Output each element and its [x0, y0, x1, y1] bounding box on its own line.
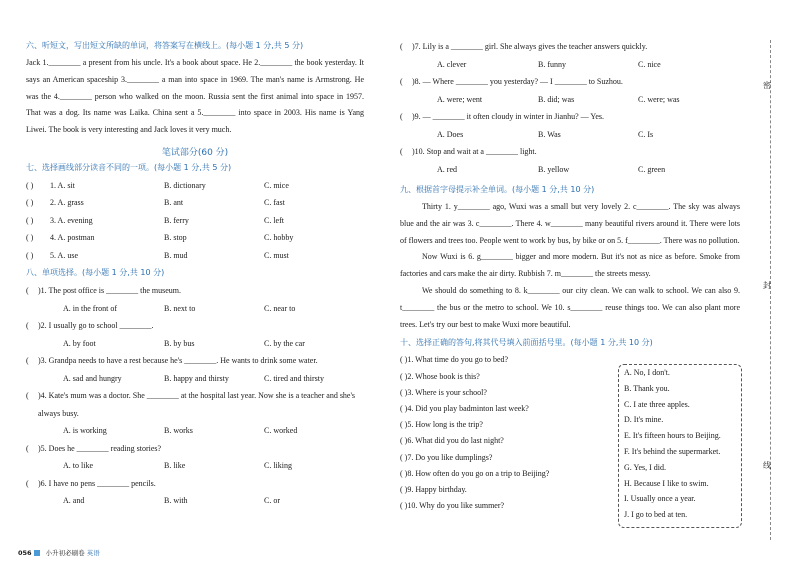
dialogue-question: ( )8. How often do you go on a trip to Beijing? — [400, 468, 550, 478]
answer-bracket: ( — [26, 391, 29, 401]
phonics-option-a: 2. A. grass — [50, 198, 84, 208]
phonics-option-c: C. fast — [264, 198, 285, 208]
question-text: )9. — ________ it often cloudy in winter in Jianhu? — Yes. — [412, 112, 604, 121]
phonics-item — [26, 194, 364, 212]
phonics-option-c: C. mice — [264, 180, 289, 190]
mc-options — [26, 422, 364, 440]
question-text: )7. Lily is a ________ girl. She always gives the teacher answers quickly. — [412, 42, 648, 51]
mc-question — [26, 282, 364, 300]
option-a: A. red — [437, 164, 457, 174]
answer-bracket: ( ) — [26, 250, 34, 260]
phonics-option-b: B. dictionary — [164, 180, 206, 190]
answer-bracket: ( — [400, 112, 403, 121]
phonics-option-a: 4. A. postman — [50, 233, 95, 243]
phonics-option-a: 1. A. sit — [50, 180, 75, 190]
question-text: )10. Stop and wait at a ________ light. — [412, 147, 537, 156]
option-a: A. in the front of — [63, 303, 117, 313]
phonics-option-c: C. left — [264, 215, 284, 225]
mc-options — [26, 335, 364, 353]
footer-mark-icon — [34, 550, 40, 556]
answer-option: J. I go to bed at ten. — [624, 510, 688, 520]
mc-options — [400, 91, 740, 109]
mc-options — [26, 457, 364, 475]
answer-bracket: ( ) — [26, 198, 34, 208]
answer-bracket: ( ) — [26, 215, 34, 225]
section-9-para-2: Now Wuxi is 6. g________ bigger and more modern. But it's not as nice as before. Smoke from factories and cars make the air dirty. Rubbish 7. m________ the streets messy. — [400, 252, 740, 279]
dialogue-question: ( )5. How long is the trip? — [400, 420, 483, 430]
option-c: C. liking — [264, 461, 293, 471]
option-b: B. did; was — [538, 94, 575, 104]
option-b: B. yellow — [538, 164, 570, 174]
question-text: )1. The post office is ________ the museum. — [38, 286, 182, 296]
option-a: A. and — [63, 496, 85, 506]
mc-question — [400, 38, 740, 56]
footer-title: 小升初必刷卷 — [45, 549, 85, 557]
left-column — [26, 38, 364, 510]
mc-question — [400, 143, 740, 161]
answer-bracket: ( — [400, 77, 403, 86]
section-9-title: 九、根据首字母提示补全单词。(每小题 1 分,共 10 分) — [400, 185, 595, 194]
mc-question — [26, 475, 364, 493]
footer-subject: 英语 — [86, 549, 100, 557]
answer-option: B. Thank you. — [624, 383, 670, 393]
option-c: C. tired and thirsty — [264, 373, 324, 383]
dialogue-question: ( )7. Do you like dumplings? — [400, 452, 493, 462]
phonics-option-b: B. mud — [164, 250, 188, 260]
mc-options — [400, 161, 740, 179]
question-text: )3. Grandpa needs to have a rest because he's ________. He wants to drink some water. — [38, 356, 318, 366]
question-text: )8. — Where ________ you yesterday? — I ________ to Suzhou. — [412, 77, 623, 86]
answer-bracket: ( ) — [26, 233, 34, 243]
answer-bracket: ( — [400, 147, 403, 156]
phonics-item — [26, 247, 364, 265]
section-10-title: 十、选择正确的答句,将其代号填入前面括号里。(每小题 1 分,共 10 分) — [400, 338, 653, 348]
option-b: B. next to — [164, 303, 196, 313]
answer-option: E. It's fifteen hours to Beijing. — [624, 431, 721, 441]
answer-options-box — [618, 364, 742, 528]
section-7-list — [26, 177, 364, 265]
answer-bracket: ( — [26, 478, 29, 488]
option-b: B. happy and thirsty — [164, 373, 229, 383]
option-c: C. by the car — [264, 338, 305, 348]
question-text: )4. Kate's mum was a doctor. She ________ at the hospital last year. Now she is a teacher and she's always busy. — [38, 391, 356, 418]
mc-options — [26, 370, 364, 388]
dialogue-question: ( )4. Did you play badminton last week? — [400, 403, 529, 413]
option-c: C. Is — [638, 129, 654, 139]
option-b: B. Was — [538, 129, 561, 139]
mc-question — [26, 440, 364, 458]
option-b: B. like — [164, 461, 186, 471]
option-a: A. is working — [63, 426, 107, 436]
mc-question — [400, 73, 740, 91]
mc-question — [26, 317, 364, 335]
option-b: B. by bus — [164, 338, 195, 348]
option-c: C. near to — [264, 303, 296, 313]
answer-bracket: ( — [26, 321, 29, 331]
phonics-item — [26, 212, 364, 230]
phonics-option-b: B. stop — [164, 233, 187, 243]
option-c: C. were; was — [638, 94, 680, 104]
mc-options — [26, 492, 364, 510]
dialogue-question: ( )1. What time do you go to bed? — [400, 355, 509, 365]
page-number: 056 — [18, 549, 32, 557]
question-text: )2. I usually go to school ________. — [38, 321, 154, 331]
section-8-list-left — [26, 282, 364, 510]
option-b: B. works — [164, 426, 193, 436]
answer-option: G. Yes, I did. — [624, 462, 667, 472]
phonics-option-c: C. must — [264, 250, 289, 260]
option-a: A. sad and hungry — [63, 373, 122, 383]
mc-options — [400, 126, 740, 144]
answer-bracket: ( ) — [26, 180, 34, 190]
phonics-option-a: 3. A. evening — [50, 215, 93, 225]
mc-question — [400, 108, 740, 126]
section-9-para-3: We should do something to 8. k________ our city clean. We can walk to school. We can also 9. t________ the bus or the metro to school. We 10. s________ reuse things too. We can also plant more trees. Let's try our best to make Wuxi more beautiful. — [400, 285, 740, 329]
section-8-title: 八、单项选择。(每小题 1 分,共 10 分) — [26, 268, 165, 278]
answer-bracket: ( — [26, 356, 29, 366]
answer-bracket: ( — [26, 286, 29, 296]
binding-char-feng: 封 — [763, 281, 771, 290]
question-text: )5. Does he ________ reading stories? — [38, 443, 162, 453]
option-c: C. nice — [638, 59, 661, 69]
phonics-option-b: B. ferry — [164, 215, 189, 225]
question-text: )6. I have no pens ________ pencils. — [38, 478, 156, 488]
phonics-item — [26, 229, 364, 247]
phonics-option-c: C. hobby — [264, 233, 294, 243]
dialogue-question: ( )6. What did you do last night? — [400, 436, 504, 446]
answer-option: D. It's mine. — [624, 415, 664, 425]
option-a: A. were; went — [437, 94, 483, 104]
written-part-title: 笔试部分(60 分) — [161, 147, 229, 158]
binding-char-xian: 线 — [763, 461, 771, 470]
section-7-title: 七、选择画线部分读音不同的一项。(每小题 1 分,共 5 分) — [26, 162, 232, 172]
section-8-list-right — [400, 38, 740, 178]
binding-char-mi: 密 — [763, 81, 771, 90]
section-9-para-1: Thirty 1. y________ ago, Wuxi was a small but very lovely 2. c________. The sky was always blue and the air was 3. c________. There 4. w________ many beautiful rivers around it. There were lots of flowers and trees too. People went to work by bus, by bike or on 5. f________. There was no pollution. — [400, 202, 740, 245]
phonics-item — [26, 177, 364, 195]
option-a: A. Does — [437, 129, 464, 139]
dialogue-question: ( )9. Happy birthday. — [400, 484, 467, 494]
answer-option: H. Because I like to swim. — [624, 478, 709, 488]
answer-option: A. No, I don't. — [624, 368, 670, 377]
answer-bracket: ( — [400, 42, 403, 51]
dialogue-question: ( )2. Whose book is this? — [400, 371, 480, 381]
option-a: A. to like — [63, 461, 93, 471]
answer-option: C. I ate three apples. — [624, 399, 690, 409]
phonics-option-a: 5. A. use — [50, 250, 78, 260]
section-6-passage: Jack 1.________ a present from his uncle. It's a book about space. He 2.________ the book yesterday. It says an American spaceship 3.________ a man into space in 1969. The man's name is Armstrong. He was the 4.________ person who walked on the moon. Russia sent the first animal into space in 1957. That was a dog. Its name was Laika. China sent a 5.________ into space in 2003. His name is Yang Liwei. The book is very interesting and Jack loves it very much. — [26, 58, 364, 135]
mc-options — [400, 56, 740, 74]
page-footer — [18, 548, 100, 557]
mc-question — [26, 352, 364, 370]
option-a: A. by foot — [63, 338, 96, 348]
answer-bracket: ( — [26, 443, 29, 453]
answer-option: F. It's behind the supermarket. — [624, 447, 721, 456]
mc-question — [26, 387, 364, 422]
phonics-option-b: B. ant — [164, 198, 184, 208]
mc-options — [26, 300, 364, 318]
option-c: C. worked — [264, 426, 298, 436]
dialogue-question: ( )10. Why do you like summer? — [400, 501, 505, 511]
answer-option: I. Usually once a year. — [624, 494, 696, 504]
option-b: B. with — [164, 496, 188, 506]
option-c: C. green — [638, 164, 666, 174]
dialogue-question: ( )3. Where is your school? — [400, 387, 487, 397]
option-a: A. clever — [437, 59, 467, 69]
section-6-title: 六、听短文，写出短文所缺的单词，将答案写在横线上。(每小题 1 分,共 5 分) — [26, 41, 304, 50]
option-c: C. or — [264, 496, 280, 506]
option-b: B. funny — [538, 59, 566, 69]
